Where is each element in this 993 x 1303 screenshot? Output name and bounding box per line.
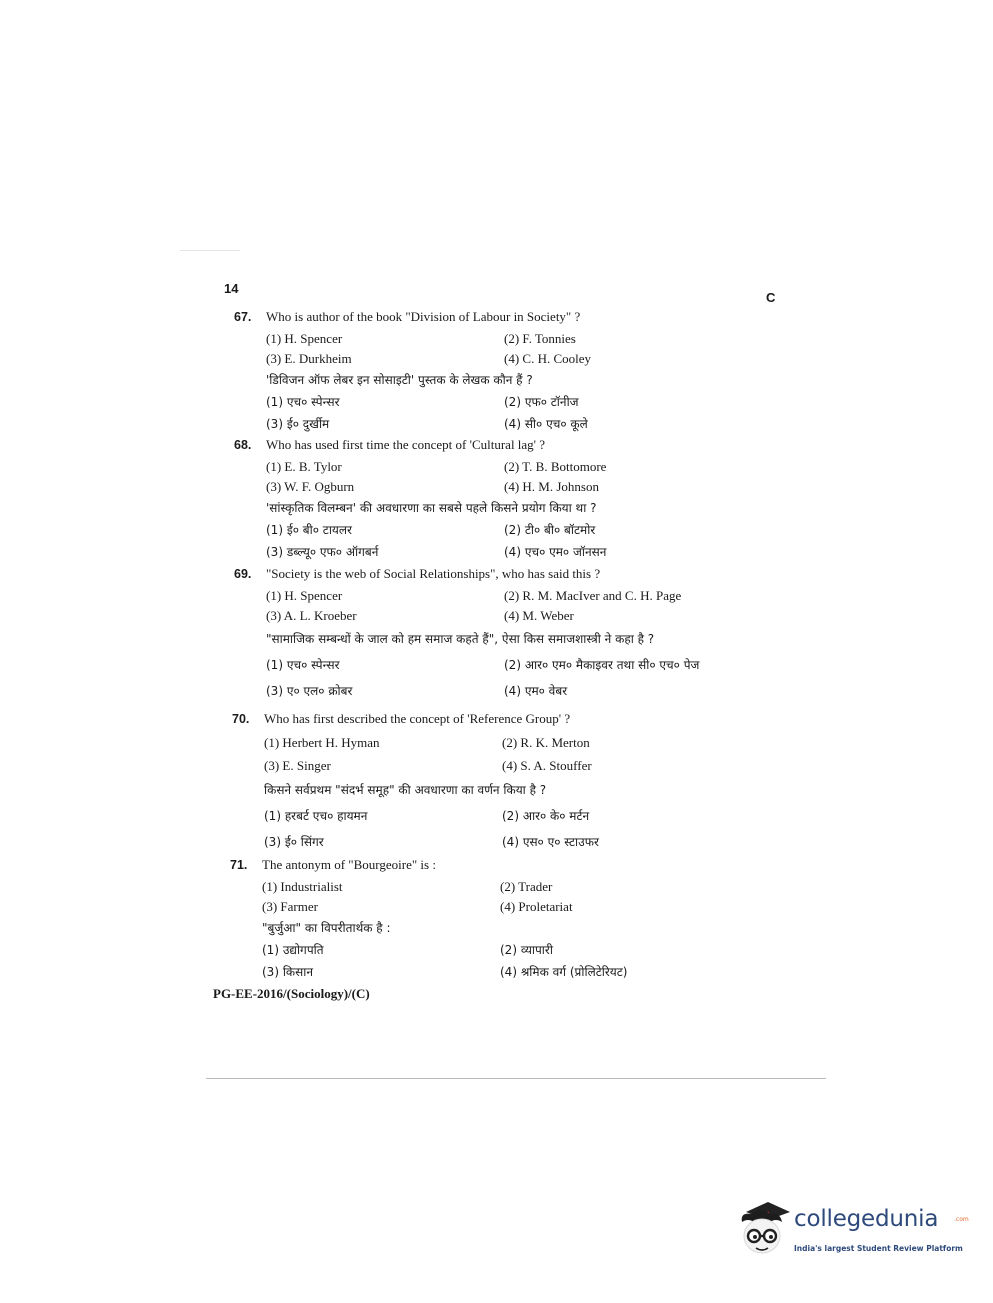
question-text-hindi: "सामाजिक सम्बन्धों के जाल को हम समाज कहते हैं", ऐसा किस समाजशास्त्री ने कहा है ? xyxy=(266,632,655,646)
logo-tagline: India's largest Student Review Platform xyxy=(794,1244,963,1253)
question-text-hindi: 'डिविजन ऑफ लेबर इन सोसाइटी' पुस्तक के लेखक कौन हैं ? xyxy=(266,373,533,387)
english-options xyxy=(266,586,734,626)
option-4: (4) S. A. Stouffer xyxy=(502,758,592,773)
question-number: 70. xyxy=(232,712,250,726)
option-3: (3) E. Singer xyxy=(264,758,331,773)
option-1-hindi: (1) हरबर्ट एच० हायमन xyxy=(264,809,368,823)
question-number: 71. xyxy=(230,858,248,872)
option-1-hindi: (1) ई० बी० टायलर xyxy=(266,523,352,537)
option-3: (3) E. Durkheim xyxy=(266,351,352,366)
hindi-options xyxy=(262,939,730,983)
option-2-hindi: (2) आर० एम० मैकाइवर तथा सी० एच० पेज xyxy=(504,658,700,672)
english-options xyxy=(264,731,732,777)
option-4-hindi: (4) एच० एम० जॉनसन xyxy=(504,545,607,559)
question-text: Who has first described the concept of 'Reference Group' ? xyxy=(264,711,571,726)
question-text: "Society is the web of Social Relationships", who has said this ? xyxy=(266,566,601,581)
question-69 xyxy=(234,566,734,704)
question-70 xyxy=(232,711,732,855)
page-bottom-rule xyxy=(206,1078,826,1079)
question-text: Who has used first time the concept of 'Cultural lag' ? xyxy=(266,437,546,452)
option-2: (2) Trader xyxy=(500,879,553,894)
option-1: (1) H. Spencer xyxy=(266,331,343,346)
english-options xyxy=(262,877,730,917)
option-3-hindi: (3) किसान xyxy=(262,965,314,979)
option-2: (2) R. M. MacIver and C. H. Page xyxy=(504,588,682,603)
option-1: (1) Herbert H. Hyman xyxy=(264,735,380,750)
option-2-hindi: (2) एफ० टॉनीज xyxy=(504,395,579,409)
option-3: (3) Farmer xyxy=(262,899,318,914)
english-options xyxy=(266,329,734,369)
option-1-hindi: (1) एच० स्पेन्सर xyxy=(266,658,340,672)
option-1: (1) E. B. Tylor xyxy=(266,459,342,474)
option-4: (4) M. Weber xyxy=(504,608,574,623)
option-3: (3) W. F. Ogburn xyxy=(266,479,355,494)
option-2-hindi: (2) टी० बी० बॉटमोर xyxy=(504,523,596,537)
mascot-icon xyxy=(736,1198,792,1258)
question-number: 68. xyxy=(234,438,252,452)
hindi-options xyxy=(266,519,734,563)
question-text: The antonym of "Bourgeoire" is : xyxy=(262,857,436,872)
option-4-hindi: (4) एस० ए० स्टाउफर xyxy=(502,835,599,849)
option-2: (2) T. B. Bottomore xyxy=(504,459,607,474)
option-1: (1) Industrialist xyxy=(262,879,343,894)
question-68 xyxy=(234,437,734,563)
logo-wordmark: collegedunia xyxy=(794,1206,939,1232)
option-4: (4) C. H. Cooley xyxy=(504,351,592,366)
booklet-series: C xyxy=(766,290,776,305)
option-4-hindi: (4) एम० वेबर xyxy=(504,684,568,698)
option-1-hindi: (1) उद्योगपति xyxy=(262,943,324,957)
option-4-hindi: (4) सी० एच० कूले xyxy=(504,417,588,431)
option-3-hindi: (3) ई० दुर्खीम xyxy=(266,417,330,431)
logo-suffix: .com xyxy=(954,1216,969,1223)
question-text-hindi: 'सांस्कृतिक विलम्बन' की अवधारणा का सबसे पहले किसने प्रयोग किया था ? xyxy=(266,501,597,515)
question-text-hindi: किसने सर्वप्रथम "संदर्भ समूह" की अवधारणा का वर्णन किया है ? xyxy=(264,783,547,797)
option-1: (1) H. Spencer xyxy=(266,588,343,603)
hindi-options xyxy=(266,652,734,704)
option-3: (3) A. L. Kroeber xyxy=(266,608,357,623)
question-text-hindi: "बुर्जुआ" का विपरीतार्थक है : xyxy=(262,921,391,935)
option-2: (2) F. Tonnies xyxy=(504,331,576,346)
option-2-hindi: (2) व्यापारी xyxy=(500,943,553,957)
hindi-options xyxy=(264,803,732,855)
question-text: Who is author of the book "Division of Labour in Society" ? xyxy=(266,309,581,324)
question-67 xyxy=(234,309,734,435)
option-1-hindi: (1) एच० स्पेन्सर xyxy=(266,395,340,409)
option-3-hindi: (3) ए० एल० क्रोबर xyxy=(266,684,353,698)
page-number: 14 xyxy=(224,281,239,296)
question-number: 69. xyxy=(234,567,252,581)
option-2-hindi: (2) आर० के० मर्टन xyxy=(502,809,590,823)
scan-mark xyxy=(180,250,240,251)
hindi-options xyxy=(266,391,734,435)
option-4-hindi: (4) श्रमिक वर्ग (प्रोलिटेरियट) xyxy=(500,965,628,979)
option-4: (4) Proletariat xyxy=(500,899,573,914)
question-number: 67. xyxy=(234,310,252,324)
option-4: (4) H. M. Johnson xyxy=(504,479,599,494)
paper-code-footer: PG-EE-2016/(Sociology)/(C) xyxy=(213,986,370,1001)
question-71 xyxy=(230,857,730,983)
option-3-hindi: (3) डब्ल्यू० एफ० ऑगबर्न xyxy=(266,545,379,559)
collegedunia-logo[interactable] xyxy=(736,1198,969,1264)
option-2: (2) R. K. Merton xyxy=(502,735,590,750)
option-3-hindi: (3) ई० सिंगर xyxy=(264,835,324,849)
english-options xyxy=(266,457,734,497)
